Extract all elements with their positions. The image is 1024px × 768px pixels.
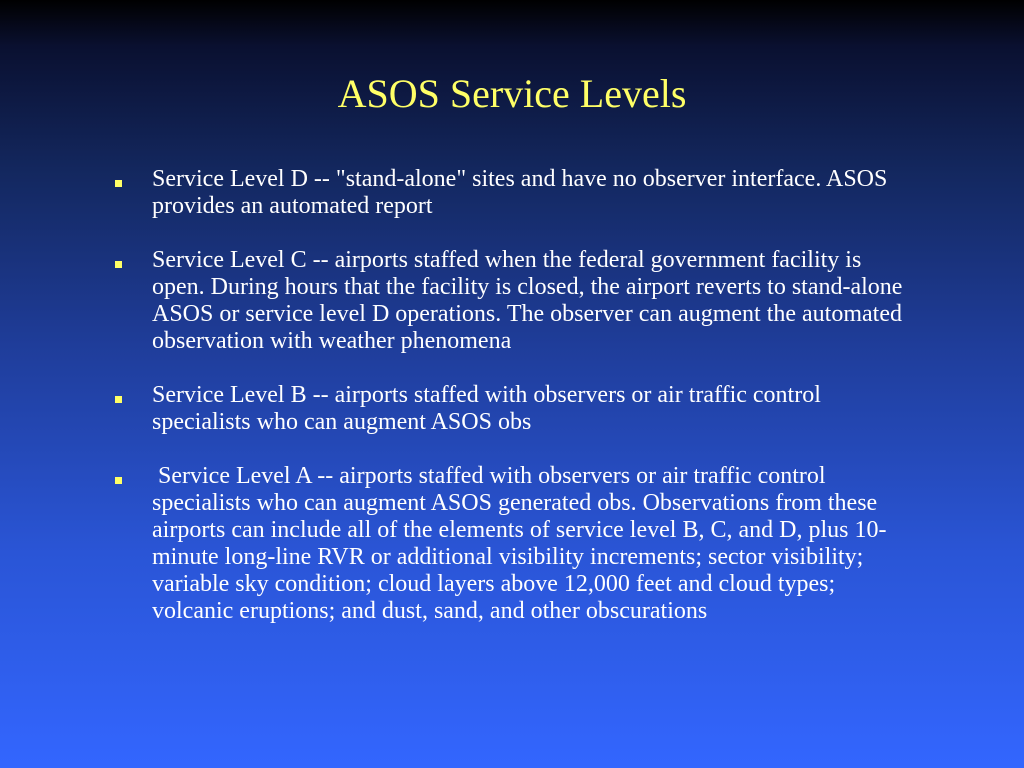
square-bullet-icon xyxy=(115,477,122,484)
bullet-item-service-level-c xyxy=(112,247,912,355)
bullet-text: Service Level A -- airports staffed with observers or air traffic control specialists who can augment ASOS generated obs. Observations from these airports can include all of the elements of service level B, C, and D, plus 10-minute long-line RVR or additional visibility increments; sector visibility; variable sky condition; cloud layers above 12,000 feet and cloud types; volcanic eruptions; and dust, sand, and other obscurations xyxy=(152,463,887,624)
bullet-item-service-level-b xyxy=(112,382,912,436)
bullet-text: Service Level D -- "stand-alone" sites and have no observer interface. ASOS provides an automated report xyxy=(152,166,894,219)
square-bullet-icon xyxy=(115,261,122,268)
square-bullet-icon xyxy=(115,180,122,187)
bullet-item-service-level-d xyxy=(112,166,912,220)
bullet-text: Service Level B -- airports staffed with observers or air traffic control specialists who can augment ASOS obs xyxy=(152,382,827,435)
slide-title: ASOS Service Levels xyxy=(337,71,687,116)
bullet-list xyxy=(112,166,912,625)
square-bullet-icon xyxy=(115,396,122,403)
bullet-item-service-level-a xyxy=(112,463,912,625)
bullet-text: Service Level C -- airports staffed when the federal government facility is open. During hours that the facility is closed, the airport reverts to stand-alone ASOS or service level D operations. The observer can augment the automated observation with weather phenomena xyxy=(152,247,908,354)
